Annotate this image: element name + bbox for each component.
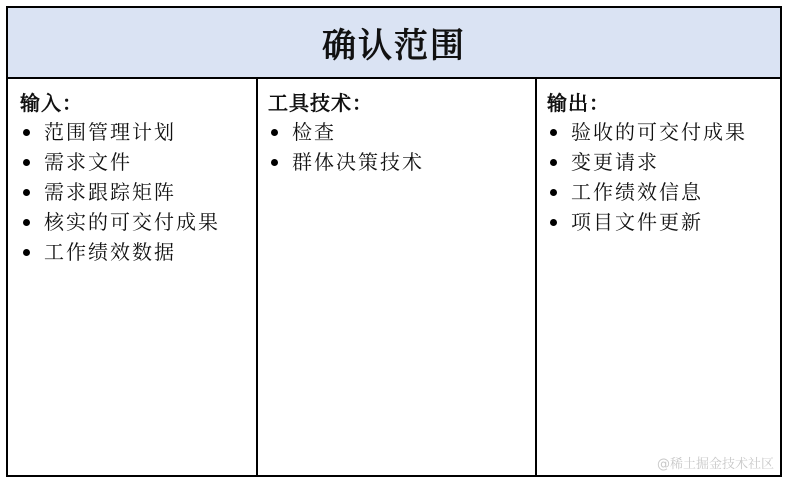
bullet-icon	[550, 159, 557, 166]
bullet-icon	[23, 189, 30, 196]
bullet-icon	[550, 219, 557, 226]
bullet-icon	[271, 129, 278, 136]
tools-column	[256, 79, 535, 475]
list-item-label: 群体决策技术	[292, 150, 424, 174]
inputs-list	[20, 117, 246, 267]
list-item-label: 变更请求	[571, 150, 659, 174]
outputs-list	[547, 117, 770, 237]
watermark: @稀土掘金技术社区	[653, 451, 778, 474]
bullet-icon	[23, 159, 30, 166]
bullet-icon	[550, 129, 557, 136]
list-item-label: 工作绩效信息	[571, 180, 703, 204]
list-item-label: 范围管理计划	[44, 120, 176, 144]
table-header	[8, 8, 780, 79]
list-item	[268, 147, 525, 177]
itto-table	[6, 6, 782, 477]
list-item-label: 核实的可交付成果	[44, 210, 220, 234]
list-item	[547, 147, 770, 177]
inputs-column	[8, 79, 256, 475]
list-item	[20, 177, 246, 207]
list-item	[547, 117, 770, 147]
list-item-label: 需求文件	[44, 150, 132, 174]
bullet-icon	[23, 249, 30, 256]
list-item	[547, 177, 770, 207]
list-item	[20, 237, 246, 267]
tools-list	[268, 117, 525, 177]
list-item-label: 工作绩效数据	[44, 240, 176, 264]
list-item	[20, 147, 246, 177]
inputs-heading: 输入：	[20, 91, 83, 115]
bullet-icon	[271, 159, 278, 166]
process-title: 确认范围	[322, 26, 466, 66]
list-item	[20, 117, 246, 147]
outputs-heading: 输出：	[547, 91, 610, 115]
list-item-label: 验收的可交付成果	[571, 120, 747, 144]
outputs-column	[535, 79, 780, 475]
bullet-icon	[23, 219, 30, 226]
list-item-label: 检查	[292, 120, 336, 144]
list-item-label: 需求跟踪矩阵	[44, 180, 176, 204]
bullet-icon	[550, 189, 557, 196]
list-item-label: 项目文件更新	[571, 210, 703, 234]
list-item	[268, 117, 525, 147]
list-item	[20, 207, 246, 237]
list-item	[547, 207, 770, 237]
bullet-icon	[23, 129, 30, 136]
tools-heading: 工具技术：	[268, 91, 373, 115]
